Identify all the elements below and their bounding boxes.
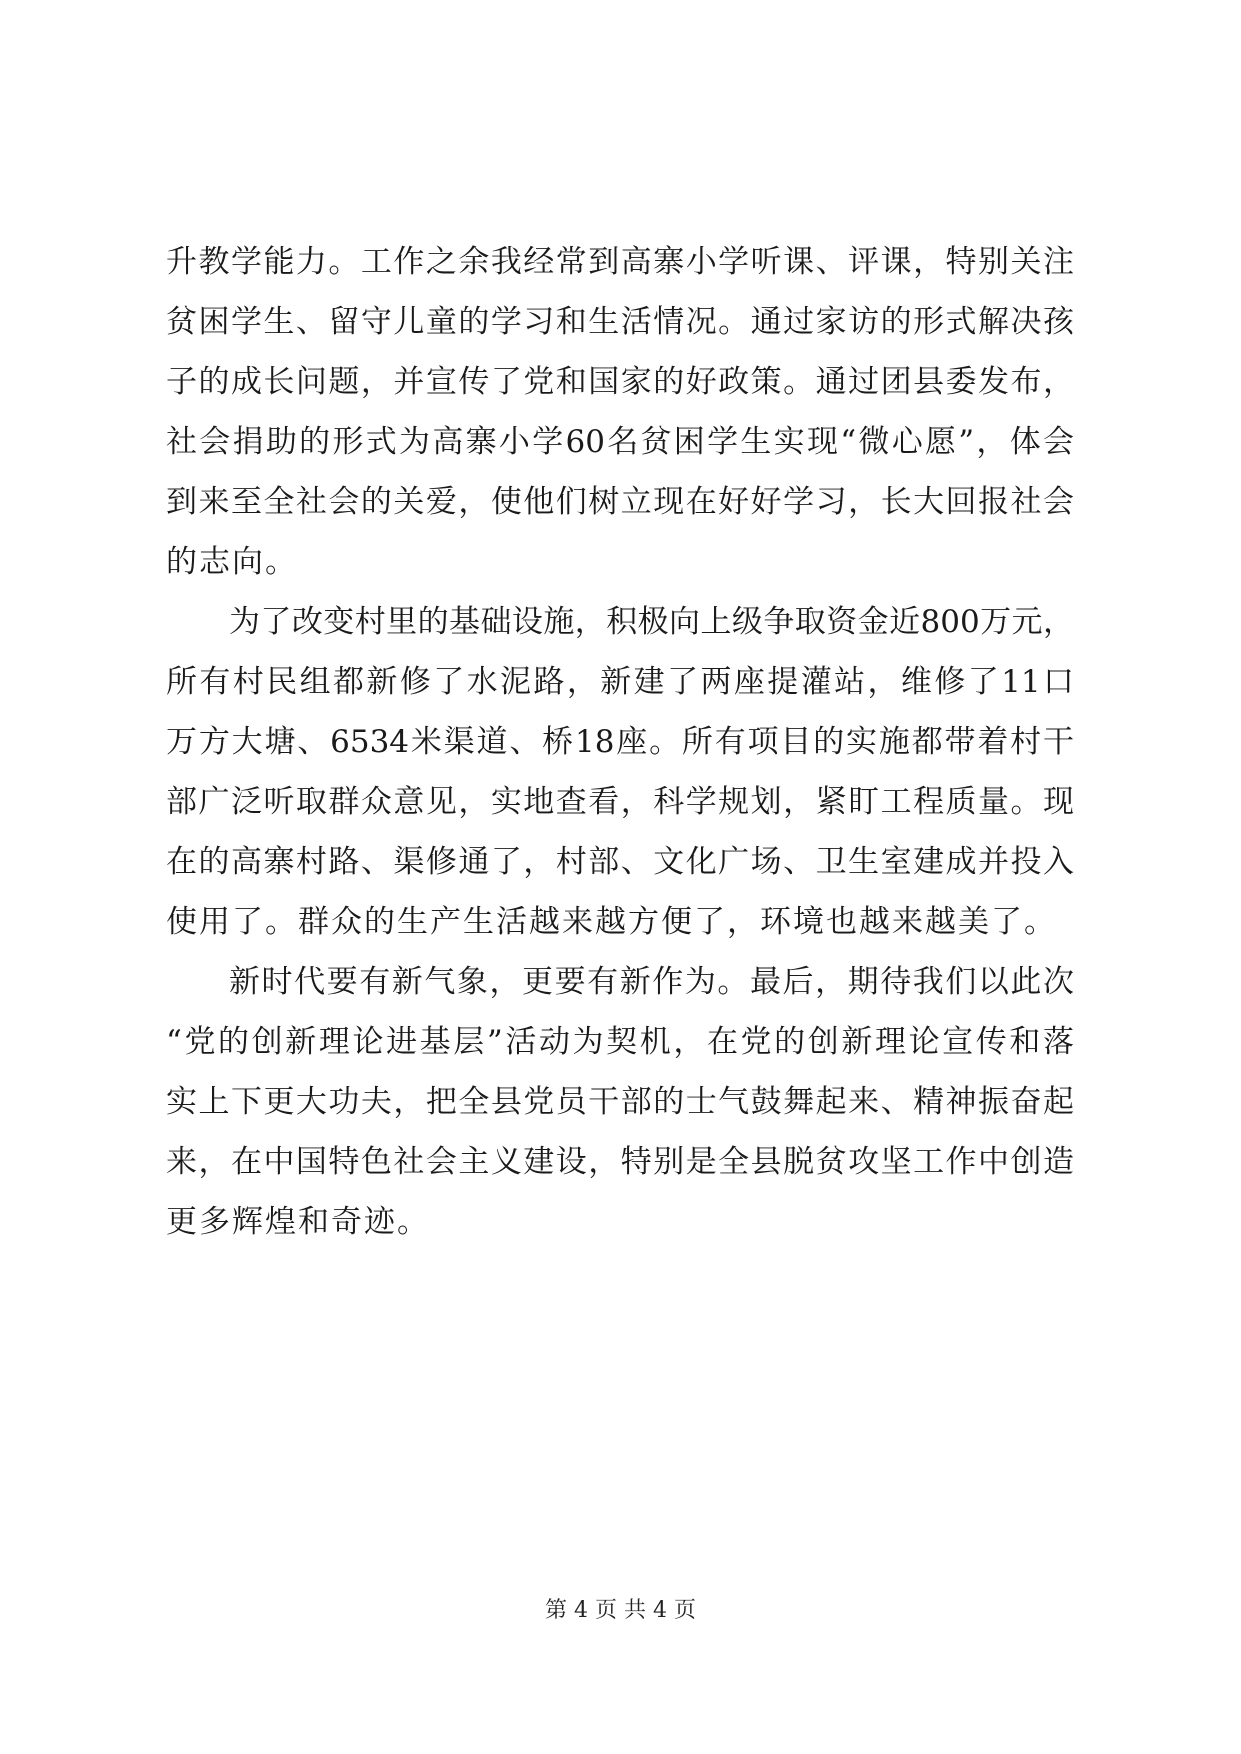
text-line: 到来至全社会的关爱，使他们树立现在好好学习，长大回报社会 (166, 484, 1074, 520)
text-line: 来，在中国特色社会主义建设，特别是全县脱贫攻坚工作中创造 (166, 1144, 1074, 1180)
text-line: 在的高寨村路、渠修通了，村部、文化广场、卫生室建成并投入 (166, 844, 1074, 880)
text-line: 万方大塘、6534米渠道、桥18座。所有项目的实施都带着村干 (166, 724, 1074, 760)
text-line: 子的成长问题，并宣传了党和国家的好政策。通过团县委发布， (166, 364, 1074, 400)
text-line: 所有村民组都新修了水泥路，新建了两座提灌站，维修了11口 (166, 664, 1074, 700)
text-line: 贫困学生、留守儿童的学习和生活情况。通过家访的形式解决孩 (166, 304, 1074, 340)
text-line: 实上下更大功夫，把全县党员干部的士气鼓舞起来、精神振奋起 (166, 1084, 1074, 1120)
text-line: 部广泛听取群众意见，实地查看，科学规划，紧盯工程质量。现 (166, 784, 1074, 820)
text-line: “党的创新理论进基层”活动为契机，在党的创新理论宣传和落 (166, 1024, 1074, 1060)
paragraph-1 (166, 232, 1074, 592)
text-line: 为了改变村里的基础设施，积极向上级争取资金近800万元， (229, 604, 1074, 640)
text-line: 新时代要有新气象，更要有新作为。最后，期待我们以此次 (229, 964, 1074, 1000)
text-line: 社会捐助的形式为高寨小学60名贫困学生实现“微心愿”，体会 (166, 424, 1074, 460)
paragraph-2 (166, 592, 1074, 952)
text-line: 升教学能力。工作之余我经常到高寨小学听课、评课，特别关注 (166, 244, 1074, 280)
text-line: 的志向。 (166, 544, 298, 580)
paragraph-3 (166, 952, 1074, 1252)
text-line: 使用了。群众的生产生活越来越方便了，环境也越来越美了。 (166, 904, 1057, 940)
page-footer: 第 4 页 共 4 页 (545, 1598, 696, 1623)
text-line: 更多辉煌和奇迹。 (166, 1204, 430, 1240)
body-text (166, 232, 1074, 1252)
